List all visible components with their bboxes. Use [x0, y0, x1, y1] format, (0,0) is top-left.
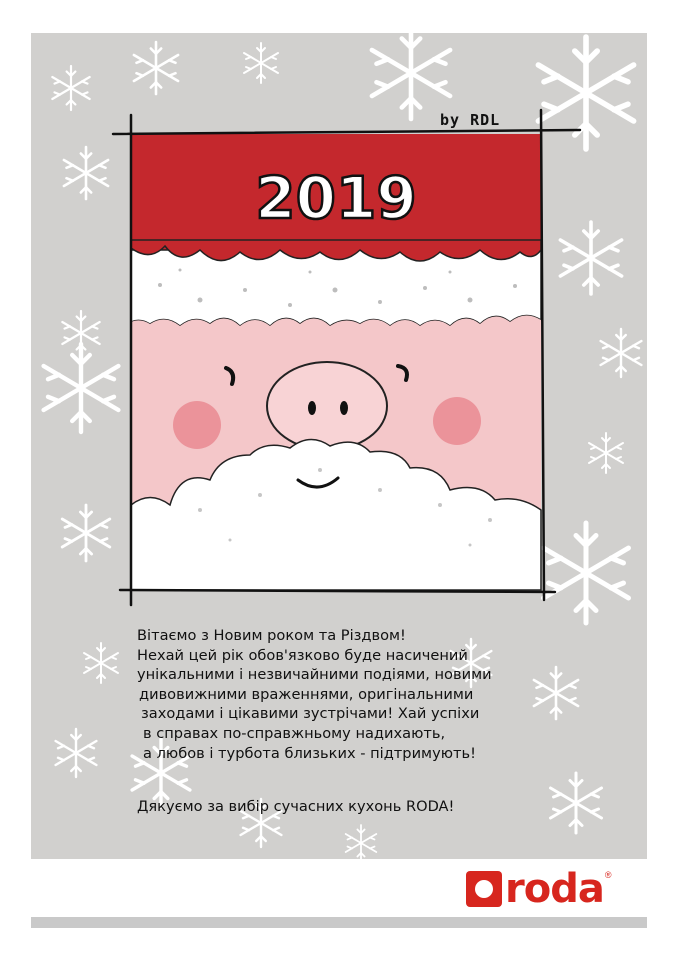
- message-line: в справах по-справжньому надихають,: [143, 724, 446, 742]
- message-line: дивовижними враженнями, оригінальними: [139, 685, 474, 703]
- roda-logo-word: roda: [505, 866, 604, 912]
- footer-divider: [31, 917, 647, 928]
- registered-mark: ®: [604, 870, 612, 880]
- message-line: Вітаємо з Новим роком та Різдвом!: [137, 627, 406, 644]
- message-line: заходами і цікавими зустрічами! Хай успіхи: [141, 705, 480, 723]
- year-title: 2019: [255, 164, 417, 232]
- thanks-message: Дякуємо за вибір сучасних кухонь RODA!: [137, 798, 455, 815]
- artist-signature: by RDL: [440, 111, 501, 129]
- roda-logo-mark-icon: [466, 871, 502, 907]
- message-line: а любов і турбота близьких - підтримують!: [143, 744, 476, 762]
- greeting-message: [137, 626, 557, 763]
- message-line: унікальними і незвичайними подіями, новими: [137, 666, 492, 684]
- roda-logo: [466, 868, 611, 910]
- message-line: Нехай цей рік обов'язково буде насичений: [137, 646, 468, 664]
